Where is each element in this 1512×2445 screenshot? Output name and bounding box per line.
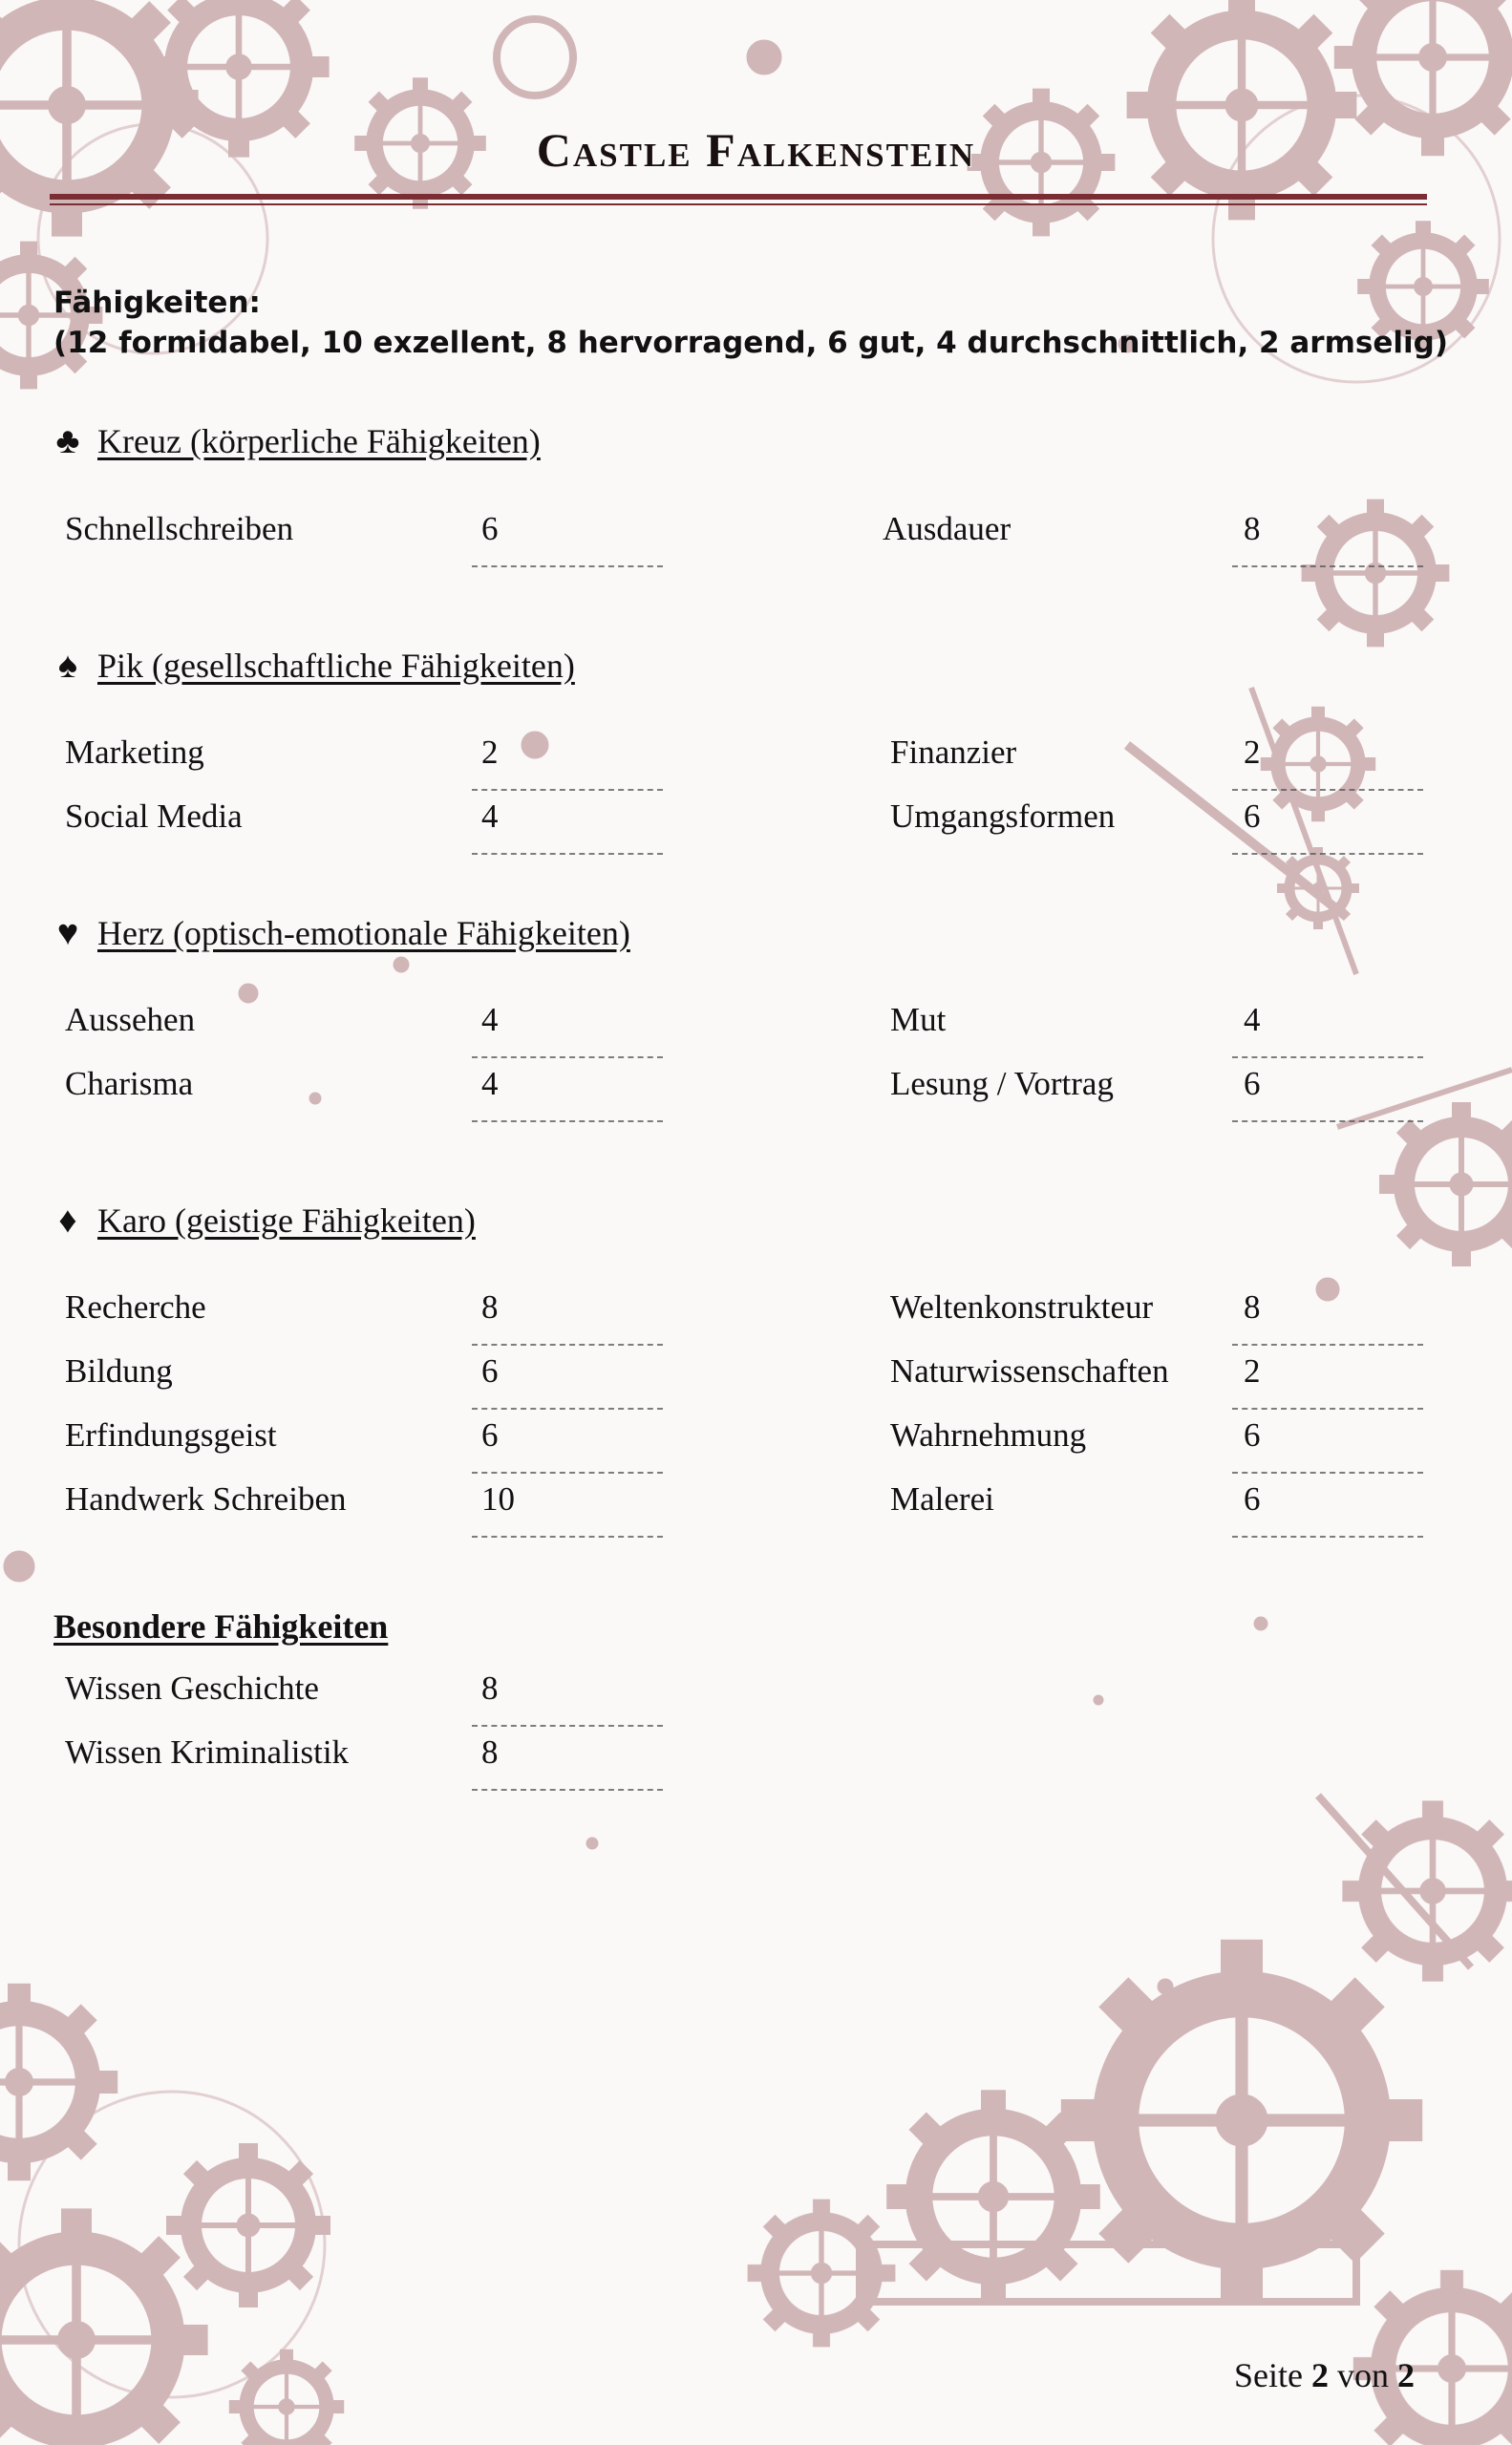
value-line xyxy=(1232,1536,1423,1538)
value-line xyxy=(1232,1408,1423,1410)
skill-value: 6 xyxy=(1244,1065,1261,1102)
skill-name: Weltenkonstrukteur xyxy=(890,1288,1154,1326)
skill-value: 2 xyxy=(1244,1352,1261,1390)
value-line xyxy=(1232,789,1423,791)
special-skill-row xyxy=(0,1669,1512,1727)
special-skills-heading: Besondere Fähigkeiten xyxy=(53,1607,389,1646)
skill-value: 6 xyxy=(1244,797,1261,835)
skill-name: Schnellschreiben xyxy=(65,510,294,547)
total-pages: 2 xyxy=(1396,2356,1415,2394)
value-line xyxy=(472,1344,663,1346)
skill-name: Recherche xyxy=(65,1288,206,1326)
skill-name: Wahrnehmung xyxy=(890,1416,1087,1454)
skill-row xyxy=(0,1352,1512,1410)
skill-name: Marketing xyxy=(65,734,204,771)
skill-name: Aussehen xyxy=(65,1001,196,1038)
value-line xyxy=(1232,1344,1423,1346)
value-line xyxy=(472,1725,663,1727)
section-label: Herz (optisch-emotionale Fähigkeiten) xyxy=(97,914,630,952)
skill-name: Social Media xyxy=(65,797,243,835)
skill-row xyxy=(0,510,1512,567)
section-karo xyxy=(53,1200,476,1242)
value-line xyxy=(1232,1472,1423,1474)
value-line xyxy=(1232,565,1423,567)
section-pik xyxy=(53,645,575,687)
special-skill-row xyxy=(0,1733,1512,1791)
title-divider-thin xyxy=(50,203,1427,205)
value-line xyxy=(472,1536,663,1538)
section-label: Pik (gesellschaftliche Fähigkeiten) xyxy=(97,647,575,685)
title-divider-thick xyxy=(50,194,1427,200)
skill-name: Malerei xyxy=(890,1480,994,1518)
skill-row xyxy=(0,1480,1512,1538)
skill-value: 2 xyxy=(481,734,499,771)
skill-value: 8 xyxy=(481,1669,499,1707)
page-number xyxy=(1234,2355,1415,2395)
skill-value: 4 xyxy=(1244,1001,1261,1038)
skill-value: 2 xyxy=(1244,734,1261,771)
section-kreuz xyxy=(53,420,541,462)
skill-name: Umgangsformen xyxy=(890,797,1116,835)
diamond-icon: ♦ xyxy=(58,1201,77,1241)
page-middle: von xyxy=(1336,2356,1389,2394)
value-line xyxy=(472,565,663,567)
skill-value: 4 xyxy=(481,1001,499,1038)
skill-name: Mut xyxy=(890,1001,947,1038)
skill-name: Finanzier xyxy=(890,734,1017,771)
skill-name: Lesung / Vortrag xyxy=(890,1065,1114,1102)
skill-row xyxy=(0,1065,1512,1122)
skill-value: 6 xyxy=(481,1352,499,1390)
page-prefix: Seite xyxy=(1234,2356,1303,2394)
skill-value: 8 xyxy=(481,1733,499,1771)
skill-value: 4 xyxy=(481,1065,499,1102)
value-line xyxy=(472,1789,663,1791)
skill-name: Ausdauer xyxy=(883,510,1012,547)
skill-value: 6 xyxy=(481,1416,499,1454)
value-line xyxy=(1232,1056,1423,1058)
skill-row xyxy=(0,1288,1512,1346)
value-line xyxy=(472,853,663,855)
section-label: Kreuz (körperliche Fähigkeiten) xyxy=(97,422,541,460)
value-line xyxy=(472,1472,663,1474)
skill-value: 6 xyxy=(1244,1480,1261,1518)
skill-value: 8 xyxy=(481,1288,499,1326)
skill-name: Wissen Geschichte xyxy=(65,1669,319,1707)
skill-row xyxy=(0,1001,1512,1058)
skill-row xyxy=(0,1416,1512,1474)
value-line xyxy=(1232,1120,1423,1122)
value-line xyxy=(472,1408,663,1410)
club-icon: ♣ xyxy=(55,421,80,461)
spade-icon: ♠ xyxy=(57,646,78,686)
skills-intro xyxy=(53,283,1448,363)
skill-name: Charisma xyxy=(65,1065,194,1102)
skill-row xyxy=(0,797,1512,855)
skill-name: Wissen Kriminalistik xyxy=(65,1733,350,1771)
current-page: 2 xyxy=(1310,2356,1329,2394)
skill-value: 4 xyxy=(481,797,499,835)
value-line xyxy=(472,789,663,791)
skills-scale: (12 formidabel, 10 exzellent, 8 hervorragend, 6 gut, 4 durchschnittlich, 2 armselig) xyxy=(53,326,1448,360)
section-herz xyxy=(53,912,630,954)
skill-row xyxy=(0,734,1512,791)
skill-name: Naturwissenschaften xyxy=(890,1352,1169,1390)
skill-name: Handwerk Schreiben xyxy=(65,1480,347,1518)
skill-value: 8 xyxy=(1244,510,1261,547)
skills-heading: Fähigkeiten: xyxy=(53,286,261,320)
skill-value: 6 xyxy=(1244,1416,1261,1454)
value-line xyxy=(472,1120,663,1122)
heart-icon: ♥ xyxy=(56,913,79,953)
page-title: Castle Falkenstein xyxy=(536,123,976,177)
section-label: Karo (geistige Fähigkeiten) xyxy=(97,1201,476,1240)
value-line xyxy=(1232,853,1423,855)
skill-value: 6 xyxy=(481,510,499,547)
skill-value: 10 xyxy=(481,1480,515,1518)
skill-value: 8 xyxy=(1244,1288,1261,1326)
skill-name: Erfindungsgeist xyxy=(65,1416,277,1454)
value-line xyxy=(472,1056,663,1058)
skill-name: Bildung xyxy=(65,1352,173,1390)
